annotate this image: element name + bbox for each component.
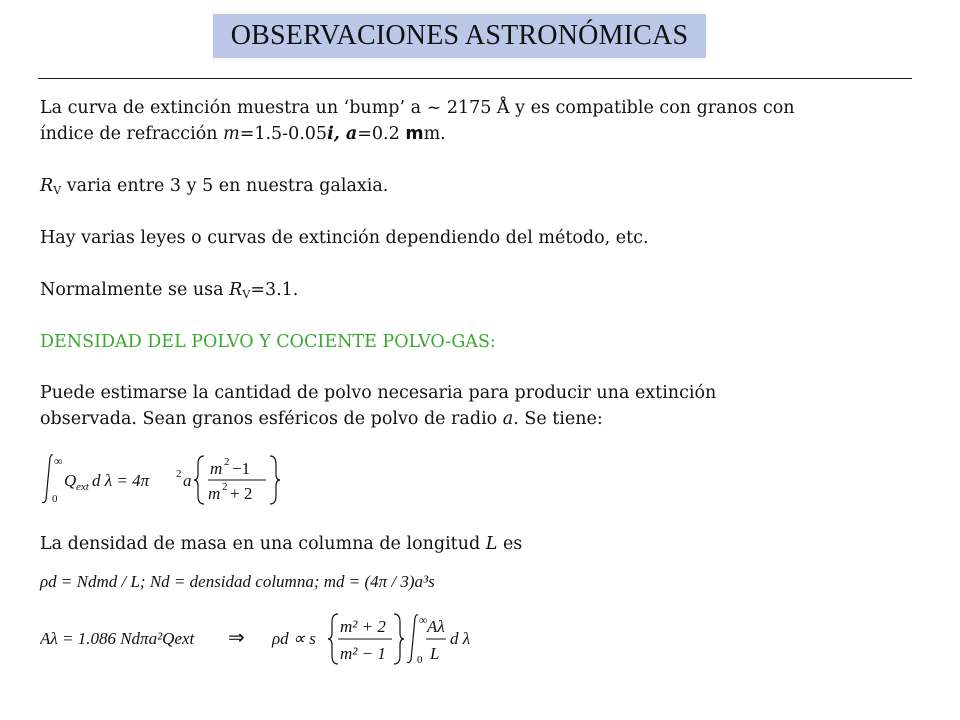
paragraph-dust-estimate: Puede estimarse la cantidad de polvo necesaria para producir una extinción observada. Sean granos esféricos de polvo de radio a. Se tiene: xyxy=(40,383,717,429)
paragraph-bump-line1: La curva de extinción muestra un ‘bump’ a ~ 2175 Å y es compatible con granos con xyxy=(40,98,795,118)
equation-extinction-relation xyxy=(40,610,480,668)
eq1-two: 2 xyxy=(176,468,182,480)
eq1-den-rest: + 2 xyxy=(230,484,253,503)
eq2-text: ρd = Ndmd / L; Nd = densidad columna; md = (4π / 3)a³s xyxy=(40,572,435,591)
eq1-upper-limit: ∞ xyxy=(54,454,63,468)
section-heading-dust-density: DENSIDAD DEL POLVO Y COCIENTE POLVO-GAS: xyxy=(40,332,496,352)
eq1-num-rest: −1 xyxy=(232,459,251,478)
eq1-ext: ext xyxy=(76,481,89,493)
eq1-den-m: m xyxy=(208,484,221,503)
eq3-arrow: ⇒ xyxy=(228,627,245,649)
paragraph-rv-range: $R_V$ varia entre 3 y 5 en nuestra galaxia. xyxy=(40,176,389,197)
eq1-a: a xyxy=(183,471,192,490)
eq3-num: m² + 2 xyxy=(340,617,386,636)
equation-integral-qext xyxy=(40,452,280,506)
eq3-lower-limit: 0 xyxy=(417,654,423,666)
eq1-q: Q xyxy=(64,471,77,490)
eq1-num-m: m xyxy=(210,459,223,478)
eq1-dlambda: d λ = 4π xyxy=(92,471,150,490)
eq3-rho: ρd ∝ s xyxy=(272,629,316,648)
eq3-dlambda: d λ xyxy=(450,629,471,648)
eq3-int-den: L xyxy=(430,644,440,663)
page-title xyxy=(213,14,706,58)
paragraph-mass-density: La densidad de masa en una columna de longitud L es xyxy=(40,534,523,554)
equation-extinction-relation-graphic xyxy=(40,610,480,668)
paragraph-rv-usual: Normalmente se usa $R_V=3.1$. xyxy=(40,280,299,301)
paragraph-bump-line2: índice de refracción m=1.5-0.05i, a=0.2 mm. xyxy=(40,124,446,144)
equation-integral-qext-graphic xyxy=(40,452,280,506)
eq3-int-num: Aλ xyxy=(427,617,445,636)
eq3-upper-limit: ∞ xyxy=(419,613,428,627)
title-divider xyxy=(38,78,912,79)
eq1-lower-limit: 0 xyxy=(52,493,58,505)
eq3-den: m² − 1 xyxy=(340,644,386,663)
page-title-text: OBSERVACIONES ASTRONÓMICAS xyxy=(230,20,689,51)
eq1-num-exp: 2 xyxy=(224,456,230,468)
eq1-den-exp: 2 xyxy=(222,481,228,493)
paragraph-bump xyxy=(40,95,795,147)
equation-mass-density xyxy=(40,572,435,592)
eq3-lhs: Aλ = 1.086 Ndπa²Qext xyxy=(40,629,195,648)
paragraph-extinction-laws: Hay varias leyes o curvas de extinción dependiendo del método, etc. xyxy=(40,228,649,248)
